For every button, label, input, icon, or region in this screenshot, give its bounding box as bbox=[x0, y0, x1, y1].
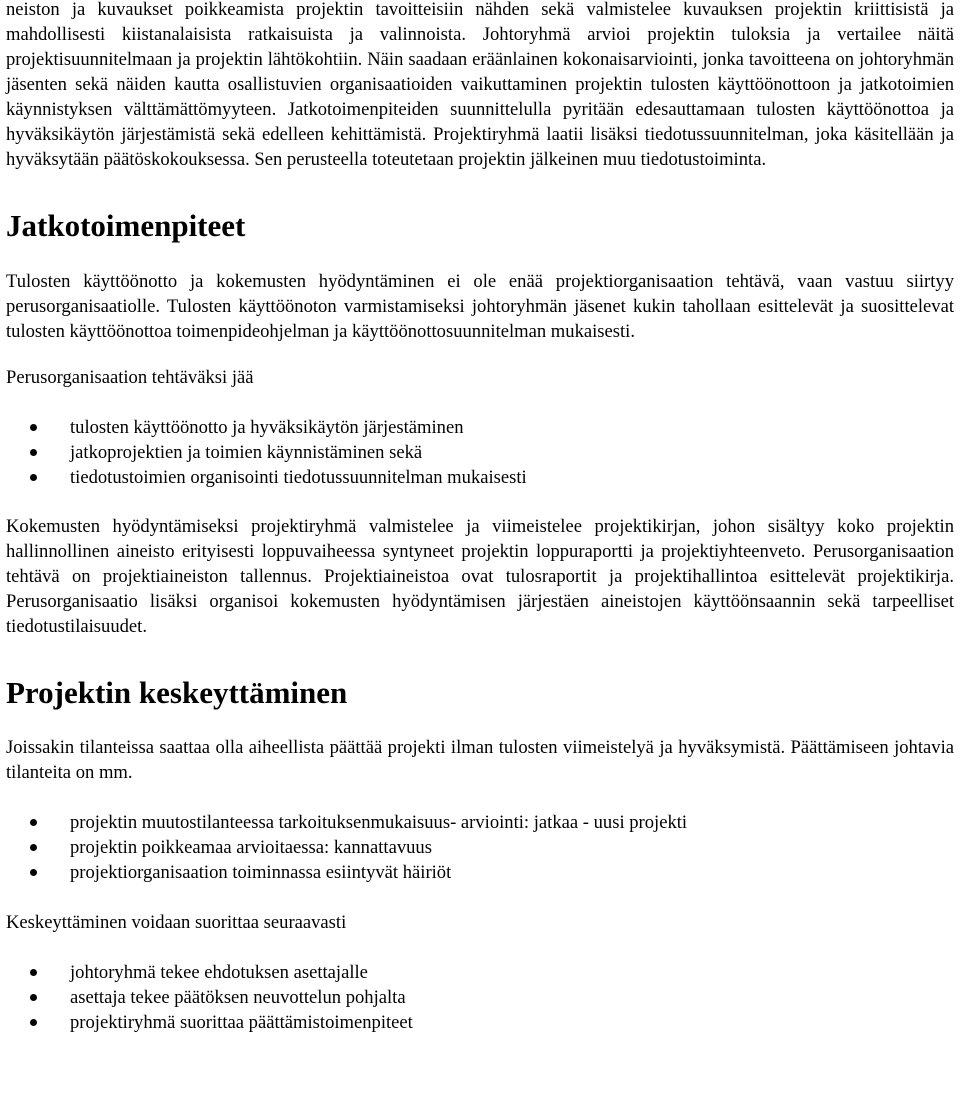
followup-task-list bbox=[6, 415, 954, 490]
section-heading-termination: Projektin keskeyttäminen bbox=[6, 675, 348, 710]
bullet-icon bbox=[30, 844, 37, 851]
termination-paragraph-1: Joissakin tilanteissa saattaa olla aiheellista päättää projekti ilman tulosten viimeistelyä ja hyväksymistä. Päättämiseen johtavia tilanteita on mm. bbox=[6, 737, 954, 783]
list-item bbox=[6, 1010, 954, 1035]
list-item-text: johtoryhmä tekee ehdotuksen asettajalle bbox=[70, 962, 368, 983]
bullet-icon bbox=[30, 424, 37, 431]
bullet-icon bbox=[30, 819, 37, 826]
bullet-icon bbox=[30, 994, 37, 1001]
list-item-text: projektin poikkeamaa arvioitaessa: kannattavuus bbox=[70, 837, 432, 858]
bullet-icon bbox=[30, 969, 37, 976]
bullet-icon bbox=[30, 869, 37, 876]
followup-paragraph-1: Tulosten käyttöönotto ja kokemusten hyödyntäminen ei ole enää projektiorganisaation tehtävä, vaan vastuu siirtyy perusorganisaatiolle. Tulosten käyttöönoton varmistamiseksi johtoryhmän jäsenet kukin tahollaan esittelevät ja suosittelevat tulosten käyttöönottoa toimenpideohjelman ja käyttöönottosuunnitelman mukaisesti. bbox=[6, 271, 954, 342]
followup-list-intro: Perusorganisaation tehtäväksi jää bbox=[6, 367, 254, 388]
list-item-text: asettaja tekee päätöksen neuvottelun pohjalta bbox=[70, 987, 406, 1008]
document-page bbox=[6, 0, 954, 1035]
list-item bbox=[6, 415, 954, 440]
followup-paragraph-2: Kokemusten hyödyntämiseksi projektiryhmä valmistelee ja viimeistelee projektikirjan, johon sisältyy koko projektin hallinnollinen aineisto erityisesti loppuvaiheessa syntyneet projektin loppuraportti ja projektiyhteenveto. Perusorganisaation tehtävä on projektiaineiston tallennus. Projektiaineistoa ovat tulosraportit ja projektihallintoa esittelevät projektikirja. Perusorganisaatio lisäksi organisoi kokemusten hyödyntämisen järjestäen aineistojen käyttöönsaannin sekä tarpeelliset tiedotustilaisuudet. bbox=[6, 516, 954, 637]
list-item bbox=[6, 985, 954, 1010]
list-item bbox=[6, 860, 954, 885]
bullet-icon bbox=[30, 1019, 37, 1026]
list-item-text: jatkoprojektien ja toimien käynnistäminen sekä bbox=[70, 442, 423, 463]
list-item-text: projektiorganisaation toiminnassa esiintyvät häiriöt bbox=[70, 862, 452, 883]
list-item bbox=[6, 835, 954, 860]
termination-situations-list bbox=[6, 810, 954, 885]
termination-steps-list bbox=[6, 960, 954, 1035]
list-item-text: tulosten käyttöönotto ja hyväksikäytön järjestäminen bbox=[70, 417, 464, 438]
list-item bbox=[6, 465, 954, 490]
bullet-icon bbox=[30, 474, 37, 481]
section-heading-followup: Jatkotoimenpiteet bbox=[6, 208, 246, 243]
list-item bbox=[6, 810, 954, 835]
list-item-text: tiedotustoimien organisointi tiedotussuunnitelman mukaisesti bbox=[70, 467, 527, 488]
list-item-text: projektin muutostilanteessa tarkoituksenmukaisuus- arviointi: jatkaa - uusi projekti bbox=[70, 812, 688, 833]
intro-paragraph: neiston ja kuvaukset poikkeamista projektin tavoitteisiin nähden sekä valmistelee kuvauksen projektin kriittisistä ja mahdollisesti kiistanalaisista ratkaisuista ja valinnoista. Johtoryhmä arvioi projektin tuloksia ja vertailee näitä projektisuunnitelmaan ja projektin lähtökohtiin. Näin saadaan eräänlainen kokonaisarviointi, jonka tavoitteena on johtoryhmän jäsenten sekä näiden kautta osallistuvien organisaatioiden vaikuttaminen projektin tulosten käyttöönottoon ja jatkotoimien käynnistyksen välttämättömyyteen. Jatkotoimenpiteiden suunnittelulla pyritään edesauttamaan tulosten käyttöönottoa ja hyväksikäytön järjestämistä sekä edelleen kehittämistä. Projektiryhmä laatii lisäksi tiedotussuunnitelman, joka käsitellään ja hyväksytään päätöskokouksessa. Sen perusteella toteutetaan projektin jälkeinen muu tiedotustoiminta. bbox=[6, 0, 954, 170]
termination-list-intro: Keskeyttäminen voidaan suorittaa seuraavasti bbox=[6, 912, 347, 933]
list-item bbox=[6, 960, 954, 985]
list-item bbox=[6, 440, 954, 465]
list-item-text: projektiryhmä suorittaa päättämistoimenpiteet bbox=[70, 1012, 413, 1033]
bullet-icon bbox=[30, 449, 37, 456]
